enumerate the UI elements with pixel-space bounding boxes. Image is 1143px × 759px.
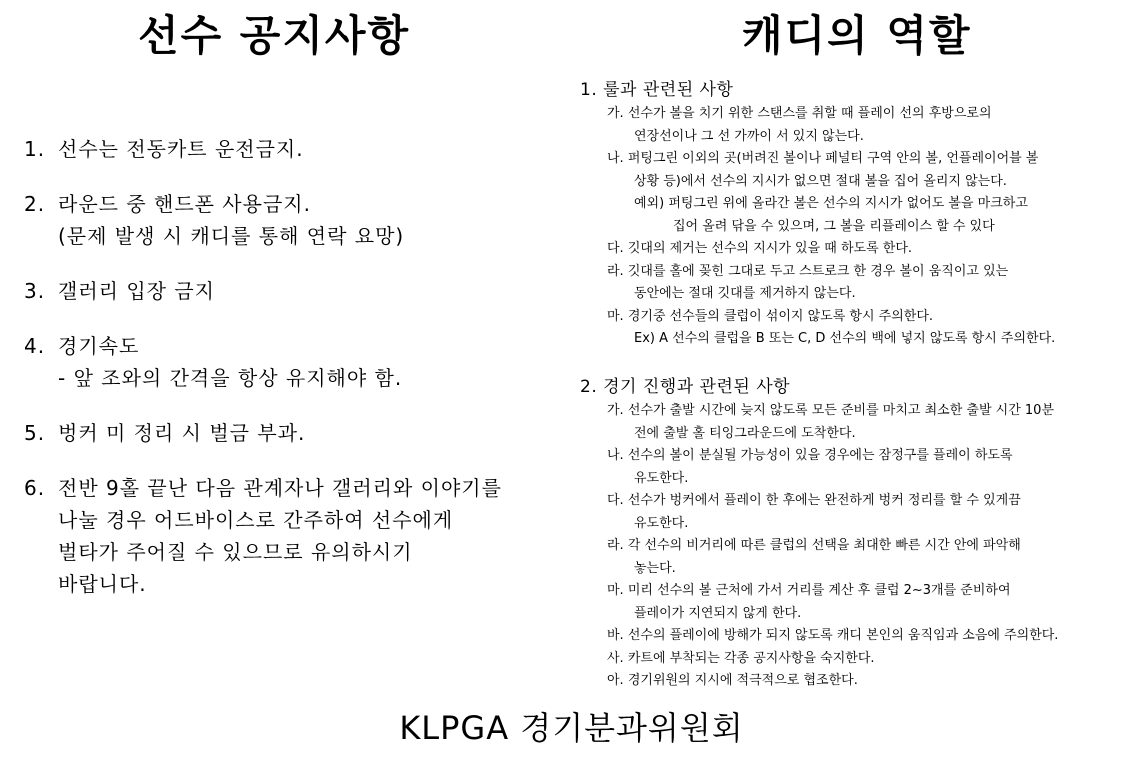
notice-text: (문제 발생 시 캐디를 통해 연락 요망) (58, 224, 405, 248)
progress-item-da (580, 490, 1140, 535)
notice-item-1 (24, 133, 554, 165)
progress-item-ma (580, 580, 1140, 625)
progress-item-na (580, 445, 1140, 490)
notice-text: 바랍니다. (58, 572, 147, 596)
rule-item-ra (580, 261, 1140, 306)
item-text: 상황 등)에서 선수의 지시가 없으면 절대 볼을 집어 올리지 않는다. (634, 173, 1007, 189)
item-text: 나. 선수의 볼이 분실될 가능성이 있을 경우에는 잠정구를 플레이 하도록 (607, 448, 1013, 463)
notice-text: 라운드 중 핸드폰 사용금지. (58, 192, 311, 216)
section-heading: 2. 경기 진행과 관련된 사항 (580, 377, 791, 397)
rules-section (580, 77, 1140, 351)
item-text: 가. 선수가 볼을 치기 위한 스탠스를 취할 때 플레이 선의 후방으로의 (607, 106, 992, 121)
notice-number: 1. (24, 137, 46, 161)
progress-item-ba (580, 625, 1140, 648)
item-text: 연장선이나 그 선 가까이 서 있지 않는다. (634, 128, 864, 144)
notice-text: 경기속도 (58, 334, 140, 358)
notice-item-2 (24, 188, 554, 252)
section-heading: 1. 룰과 관련된 사항 (580, 80, 734, 100)
rule-item-ga (580, 103, 1140, 148)
game-progress-section (580, 374, 1140, 693)
progress-item-ra (580, 535, 1140, 580)
item-text: 동안에는 절대 깃대를 제거하지 않는다. (634, 286, 856, 301)
notice-number: 2. (24, 192, 46, 216)
item-text: 마. 경기중 선수들의 클럽이 섞이지 않도록 항시 주의한다. (607, 308, 934, 324)
notice-text: - 앞 조와의 간격을 항상 유지해야 함. (58, 366, 403, 390)
notice-number: 3. (24, 279, 46, 303)
progress-item-a (580, 670, 1140, 693)
item-text: 다. 깃대의 제거는 선수의 지시가 있을 때 하도록 한다. (607, 241, 913, 256)
player-notice-column (0, 0, 560, 700)
item-text: 바. 선수의 플레이에 방해가 되지 않도록 캐디 본인의 움직임과 소음에 주의한다. (607, 628, 1059, 643)
notice-item-4 (24, 330, 554, 394)
caddie-role-title: 캐디의 역할 (742, 11, 972, 60)
item-text: 플레이가 지연되지 않게 한다. (634, 605, 802, 621)
notice-number: 6. (24, 476, 46, 500)
item-text: 다. 선수가 벙커에서 플레이 한 후에는 완전하게 벙커 정리를 할 수 있게끔 (607, 493, 1021, 508)
notice-text: 갤러리 입장 금지 (58, 279, 215, 303)
item-text: 예외) 퍼팅그린 위에 올라간 볼은 선수의 지시가 없어도 볼을 마크하고 (634, 196, 1028, 211)
notice-item-3 (24, 275, 554, 307)
notice-text: 벌타가 주어질 수 있으므로 유의하시기 (58, 540, 413, 564)
item-text: 아. 경기위원의 지시에 적극적으로 협조한다. (607, 673, 858, 688)
item-text: 나. 퍼팅그린 이외의 곳(버려진 볼이나 페널티 구역 안의 볼, 언플레이어블 볼 (607, 151, 1039, 166)
notice-item-6 (24, 472, 554, 600)
progress-item-sa (580, 648, 1140, 671)
item-text: 유도한다. (634, 470, 689, 486)
rule-item-na (580, 148, 1140, 238)
caddie-role-column (570, 0, 1140, 700)
rule-item-da (580, 238, 1140, 261)
notice-text: 선수는 전동카트 운전금지. (58, 137, 304, 161)
player-notice-list (24, 133, 554, 623)
item-text: Ex) A 선수의 클럽을 B 또는 C, D 선수의 백에 넣지 않도록 항시 주의한다. (634, 331, 1056, 346)
item-text: 라. 각 선수의 비거리에 따른 클럽의 선택을 최대한 빠른 시간 안에 파악해 (607, 538, 1021, 553)
progress-item-ga (580, 400, 1140, 445)
item-text: 집어 올려 닦을 수 있으며, 그 볼을 리플레이스 할 수 있다 (673, 218, 995, 234)
notice-text: 나눌 경우 어드바이스로 간주하여 선수에게 (58, 508, 454, 532)
notice-number: 4. (24, 334, 46, 358)
item-text: 전에 출발 홀 티잉그라운드에 도착한다. (634, 425, 856, 441)
notice-text: 벙커 미 정리 시 벌금 부과. (58, 421, 306, 445)
item-text: 사. 카트에 부착되는 각종 공지사항을 숙지한다. (607, 650, 875, 666)
player-notice-title: 선수 공지사항 (138, 11, 411, 60)
item-text: 라. 깃대를 홀에 꽂힌 그대로 두고 스트로크 한 경우 볼이 움직이고 있는 (607, 263, 1009, 279)
item-text: 유도한다. (634, 515, 689, 531)
notice-item-5 (24, 417, 554, 449)
committee-signature: KLPGA 경기분과위원회 (399, 709, 744, 747)
item-text: 놓는다. (634, 560, 676, 576)
notice-text: 전반 9홀 끝난 다음 관계자나 갤러리와 이야기를 (58, 476, 502, 500)
rule-item-ma (580, 306, 1140, 351)
notice-number: 5. (24, 421, 46, 445)
item-text: 마. 미리 선수의 볼 근처에 가서 거리를 계산 후 클럽 2~3개를 준비하여 (607, 583, 1011, 598)
item-text: 가. 선수가 출발 시간에 늦지 않도록 모든 준비를 마치고 최소한 출발 시간 10분 (607, 403, 1055, 418)
